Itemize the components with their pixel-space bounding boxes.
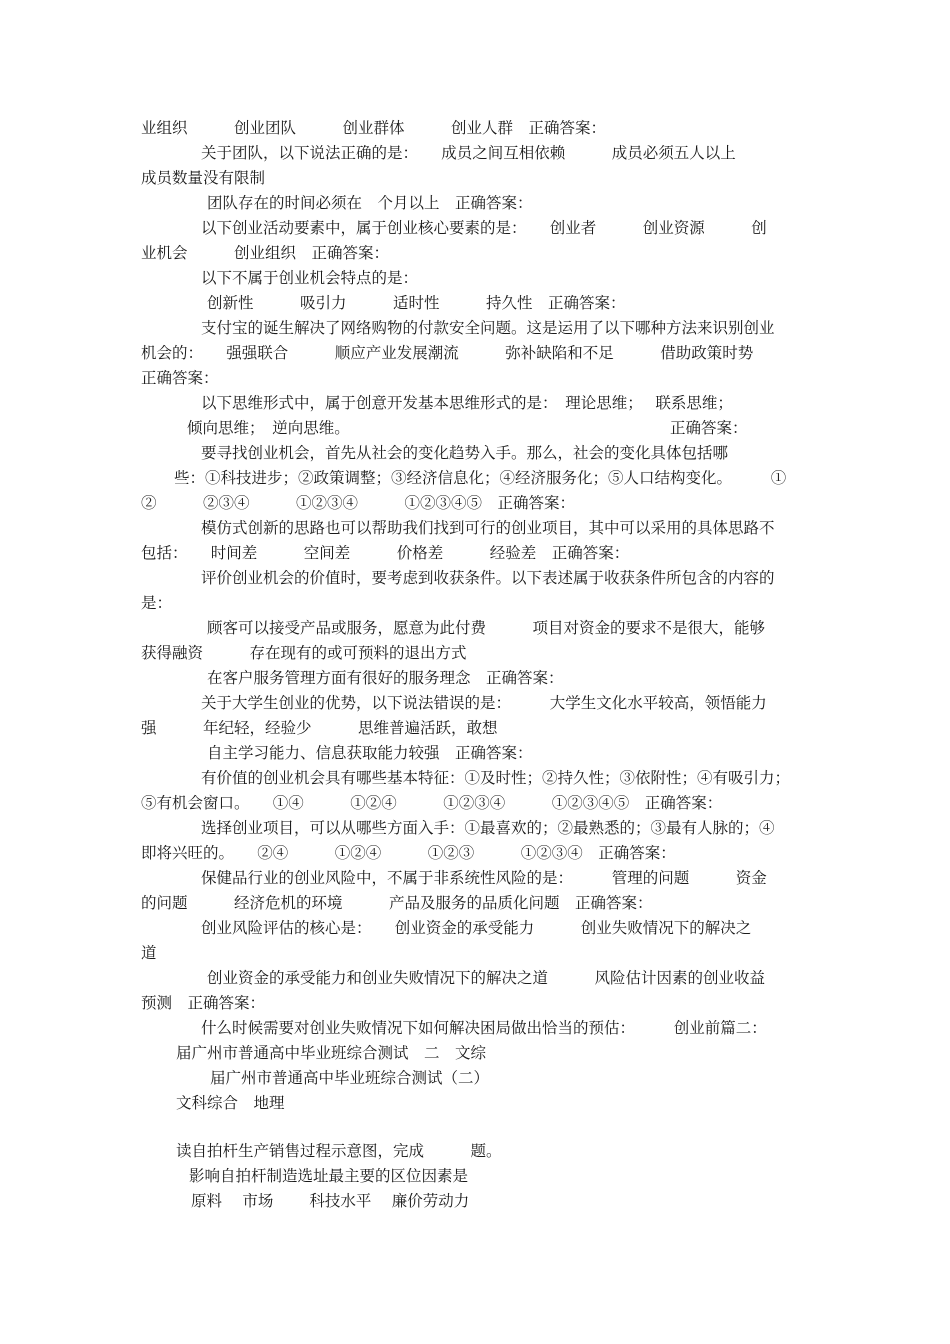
text-line: 的问题 经济危机的环境 产品及服务的品质化问题 正确答案： [141,894,653,912]
text-line: 创业资金的承受能力和创业失败情况下的解决之道 风险估计因素的创业收益 [207,969,766,987]
text-line: 以下创业活动要素中，属于创业核心要素的是： 创业者 创业资源 创 [201,219,767,237]
text-line: 即将兴旺的。 ②④ ①②④ ①②③ ①②③④ 正确答案： [141,844,676,862]
text-line: 以下思维形式中，属于创意开发基本思维形式的是： 理论思维； 联系思维； [201,394,733,412]
text-line: 要寻找创业机会，首先从社会的变化趋势入手。那么，社会的变化具体包括哪 [201,444,729,462]
text-line: 以下不属于创业机会特点的是： [201,269,419,287]
text-line: 有价值的创业机会具有哪些基本特征：①及时性；②持久性；③依附性；④有吸引力； [201,769,791,787]
text-line: 顾客可以接受产品或服务，愿意为此付费 项目对资金的要求不是很大，能够 [207,619,766,637]
text-line: 正确答案： [141,369,219,387]
text-line: 原料 市场 科技水平 廉价劳动力 [191,1192,470,1210]
text-line: 文科综合 地理 [176,1094,285,1112]
text-line: ⑤有机会窗口。 ①④ ①②④ ①②③④ ①②③④⑤ 正确答案： [141,794,723,812]
text-line: 团队存在的时间必须在 个月以上 正确答案： [207,194,533,212]
text-line: 什么时候需要对创业失败情况下如何解决困局做出恰当的预估： 创业前篇二： [201,1019,767,1037]
text-line: ② ②③④ ①②③④ ①②③④⑤ 正确答案： [141,494,576,512]
text-line: 支付宝的诞生解决了网络购物的付款安全问题。这是运用了以下哪种方法来识别创业 [201,319,775,337]
text-line: 影响自拍杆制造选址最主要的区位因素是 [189,1167,469,1185]
text-line: 包括： 时间差 空间差 价格差 经验差 正确答案： [141,544,630,562]
text-line: 评价创业机会的价值时，要考虑到收获条件。以下表述属于收获条件所包含的内容的 [201,569,775,587]
text-line: 预测 正确答案： [141,994,266,1012]
text-line: 道 [141,944,157,962]
text-line: 选择创业项目，可以从哪些方面入手：①最喜欢的；②最熟悉的；③最有人脉的；④ [201,819,775,837]
text-line: 读自拍杆生产销售过程示意图，完成 题。 [176,1142,502,1160]
text-line: 在客户服务管理方面有很好的服务理念 正确答案： [207,669,564,687]
text-line: 模仿式创新的思路也可以帮助我们找到可行的创业项目，其中可以采用的具体思路不 [201,519,775,537]
text-line: 获得融资 存在现有的或可预料的退出方式 [141,644,467,662]
text-line: 自主学习能力、信息获取能力较强 正确答案： [207,744,533,762]
text-line: 关于大学生创业的优势，以下说法错误的是： 大学生文化水平较高，领悟能力 [201,694,767,712]
text-line: 业组织 创业团队 创业群体 创业人群 正确答案： [141,119,607,137]
text-line: 届广州市普通高中毕业班综合测试（二） [210,1069,490,1087]
text-line: 业机会 创业组织 正确答案： [141,244,390,262]
text-line: 强 年纪轻，经验少 思维普遍活跃，敢想 [141,719,498,737]
text-line: 创新性 吸引力 适时性 持久性 正确答案： [207,294,626,312]
text-line: 是： [141,594,173,612]
text-line: 些：①科技进步；②政策调整；③经济信息化；④经济服务化；⑤人口结构变化。 ① [174,469,787,487]
text-line: 成员数量没有限制 [141,169,266,187]
text-line: 关于团队，以下说法正确的是： 成员之间互相依赖 成员必须五人以上 [201,144,736,162]
text-line: 创业风险评估的核心是： 创业资金的承受能力 创业失败情况下的解决之 [201,919,752,937]
text-line: 机会的： 强强联合 顺应产业发展潮流 弥补缺陷和不足 借助政策时势 [141,344,754,362]
text-line: 届广州市普通高中毕业班综合测试 二 文综 [176,1044,487,1062]
text-line: 倾向思维； 逆向思维。 [187,419,350,437]
text-line: 保健品行业的创业风险中，不属于非系统性风险的是： 管理的问题 资金 [201,869,767,887]
text-line: 正确答案： [670,419,748,437]
